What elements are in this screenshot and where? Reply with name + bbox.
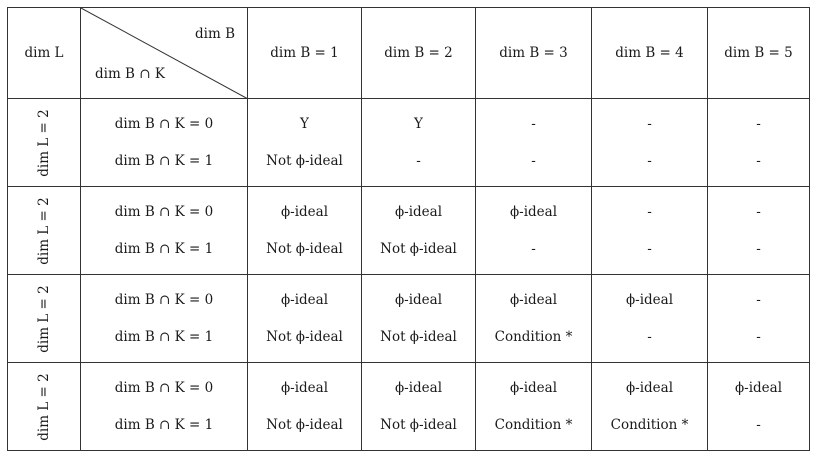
table-cell: ϕ-ideal — [592, 275, 708, 319]
table-cell: Condition * — [592, 407, 708, 451]
table-cell: Not ϕ-ideal — [248, 407, 362, 451]
diagonal-label-dim-b: dim B — [195, 26, 235, 42]
table-cell: - — [708, 275, 810, 319]
table-cell: - — [708, 231, 810, 275]
diagonal-label-dim-b-cap-k: dim B ∩ K — [95, 66, 165, 82]
table-cell: - — [592, 99, 708, 143]
table-cell: - — [708, 99, 810, 143]
row-label: dim B ∩ K = 1 — [81, 231, 248, 275]
table-cell: - — [592, 187, 708, 231]
header-row — [8, 8, 810, 99]
results-table-wrapper — [7, 7, 810, 451]
group-label: dim L = 2 — [36, 196, 52, 265]
group-label-cell — [8, 99, 81, 187]
table-cell: ϕ-ideal — [476, 275, 592, 319]
table-cell: ϕ-ideal — [362, 363, 476, 407]
column-header: dim B = 2 — [362, 8, 476, 99]
table-cell: ϕ-ideal — [362, 187, 476, 231]
table-cell: - — [592, 231, 708, 275]
table-cell: - — [708, 143, 810, 187]
results-table — [7, 7, 810, 451]
row-label: dim B ∩ K = 0 — [81, 275, 248, 319]
corner-header-dim-l: dim L — [8, 8, 81, 99]
row-label: dim B ∩ K = 1 — [81, 319, 248, 363]
row-label: dim B ∩ K = 1 — [81, 143, 248, 187]
table-cell: - — [362, 143, 476, 187]
table-cell: - — [708, 319, 810, 363]
table-row — [8, 407, 810, 451]
table-cell: Not ϕ-ideal — [362, 407, 476, 451]
table-cell: Not ϕ-ideal — [362, 231, 476, 275]
group-label: dim L = 2 — [36, 372, 52, 441]
table-row — [8, 363, 810, 407]
diagonal-header-cell — [81, 8, 248, 99]
table-cell: ϕ-ideal — [708, 363, 810, 407]
table-cell: ϕ-ideal — [476, 187, 592, 231]
table-cell: Not ϕ-ideal — [248, 231, 362, 275]
row-label: dim B ∩ K = 0 — [81, 187, 248, 231]
row-label: dim B ∩ K = 0 — [81, 363, 248, 407]
table-row — [8, 319, 810, 363]
table-cell: - — [592, 319, 708, 363]
column-header: dim B = 4 — [592, 8, 708, 99]
table-cell: Y — [362, 99, 476, 143]
table-row — [8, 231, 810, 275]
table-cell: - — [476, 99, 592, 143]
group-label-cell — [8, 187, 81, 275]
row-label: dim B ∩ K = 1 — [81, 407, 248, 451]
table-cell: ϕ-ideal — [248, 187, 362, 231]
table-cell: - — [592, 143, 708, 187]
table-cell: ϕ-ideal — [248, 363, 362, 407]
table-cell: Not ϕ-ideal — [248, 143, 362, 187]
table-row — [8, 187, 810, 231]
table-cell: Not ϕ-ideal — [362, 319, 476, 363]
column-header: dim B = 3 — [476, 8, 592, 99]
table-cell: Condition * — [476, 319, 592, 363]
table-row — [8, 275, 810, 319]
table-cell: - — [708, 407, 810, 451]
group-label: dim L = 2 — [36, 284, 52, 353]
column-header: dim B = 1 — [248, 8, 362, 99]
table-row — [8, 143, 810, 187]
group-label: dim L = 2 — [36, 108, 52, 177]
table-cell: ϕ-ideal — [362, 275, 476, 319]
table-cell: ϕ-ideal — [592, 363, 708, 407]
table-cell: ϕ-ideal — [248, 275, 362, 319]
table-cell: ϕ-ideal — [476, 363, 592, 407]
column-header: dim B = 5 — [708, 8, 810, 99]
table-cell: Not ϕ-ideal — [248, 319, 362, 363]
table-cell: - — [476, 231, 592, 275]
diagonal-line — [81, 8, 248, 99]
table-row — [8, 99, 810, 143]
group-label-cell — [8, 275, 81, 363]
row-label: dim B ∩ K = 0 — [81, 99, 248, 143]
table-cell: - — [708, 187, 810, 231]
table-cell: - — [476, 143, 592, 187]
table-cell: Y — [248, 99, 362, 143]
group-label-cell — [8, 363, 81, 451]
table-cell: Condition * — [476, 407, 592, 451]
